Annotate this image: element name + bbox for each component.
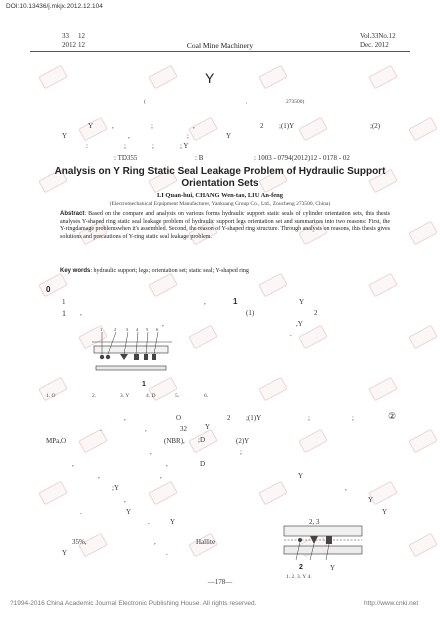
body-text-frag: D xyxy=(200,460,206,468)
cn-keywords-frag: ; xyxy=(152,142,154,150)
fig1-part-number: 2 xyxy=(114,327,117,332)
watermark-stamp xyxy=(38,481,68,506)
watermark-stamp xyxy=(368,377,398,402)
body-text-frag: , xyxy=(345,484,347,492)
body-text-frag: 2 xyxy=(227,414,231,422)
watermark-stamp xyxy=(368,65,398,90)
watermark-stamp xyxy=(38,273,68,298)
watermark-stamp xyxy=(258,481,288,506)
fig1-legend-item: 3. Y xyxy=(120,393,130,399)
cn-abstract-frag: , xyxy=(128,132,130,140)
fig1-guide xyxy=(152,354,156,360)
fig1-seal xyxy=(106,355,110,359)
header-volume-number: 33 xyxy=(62,32,69,40)
cn-abstract-frag: 2 xyxy=(260,122,264,130)
body-text-frag: ② xyxy=(388,411,397,421)
body-text-frag: , xyxy=(80,309,82,317)
header-rule xyxy=(30,51,410,52)
body-text-frag: ; xyxy=(352,414,354,422)
fig2-cylinder-wall xyxy=(284,526,362,536)
watermark-stamp xyxy=(408,533,438,558)
body-text-frag: Hallite xyxy=(196,538,216,546)
fig1-y-ring xyxy=(120,354,128,360)
watermark-stamp xyxy=(408,325,438,350)
body-text-frag: , xyxy=(160,472,162,480)
section-heading-number: 0 xyxy=(46,285,51,294)
figure-2-caption: 2 xyxy=(299,564,303,571)
figure-1-caption: 1 xyxy=(142,381,146,388)
body-text-frag: , xyxy=(145,425,147,433)
body-text-frag: . xyxy=(148,518,150,526)
body-text-frag: , xyxy=(166,460,168,468)
body-text-frag: , xyxy=(72,460,74,468)
header-issue-number-2: 12 xyxy=(78,41,85,49)
body-text-frag: ;Y xyxy=(112,484,119,492)
body-text-frag: Y xyxy=(170,518,176,526)
body-text-frag: ,Y xyxy=(296,320,303,328)
header-issue-number: 12 xyxy=(78,32,85,40)
body-text-frag: , xyxy=(124,496,126,504)
watermark-stamp xyxy=(368,273,398,298)
body-text-frag: , xyxy=(124,414,126,422)
body-text-frag: . xyxy=(100,425,102,433)
body-text-frag: Y xyxy=(126,508,132,516)
cn-keywords-frag: ; Y xyxy=(180,142,189,150)
body-text-frag: , xyxy=(150,448,152,456)
body-text-frag: ; xyxy=(308,414,310,422)
body-text-frag: O xyxy=(176,414,182,422)
cn-abstract-frag: ;(1)Y xyxy=(279,122,295,130)
cn-author-frag: ( xyxy=(144,99,146,105)
body-text-frag: . xyxy=(166,549,168,557)
fig1-legend-item: 5. xyxy=(175,393,180,399)
cn-title-fragment: Y xyxy=(205,70,215,86)
watermark-stamp xyxy=(408,429,438,454)
watermark-stamp xyxy=(38,65,68,90)
fig1-part-number: 4 xyxy=(136,327,139,332)
body-text-frag: Y xyxy=(368,496,374,504)
header-volume-en: Vol.33No.12 xyxy=(360,32,396,40)
watermark-stamp xyxy=(188,325,218,350)
body-text-frag: (1) xyxy=(246,309,255,317)
cn-abstract-frag: ; xyxy=(151,122,153,130)
figure-1-diagram xyxy=(88,326,174,376)
fig1-part-number: 1 xyxy=(100,327,103,332)
body-text-frag: Y xyxy=(62,549,68,557)
fig1-o-ring xyxy=(100,355,104,359)
fig2-o-ring xyxy=(298,538,302,542)
body-text-frag: 1 xyxy=(62,298,66,306)
watermark-stamp xyxy=(408,221,438,246)
cn-postcode: 273500) xyxy=(286,99,305,105)
classification-number: : TD355 xyxy=(114,154,138,162)
body-text-frag: 1 xyxy=(233,297,238,306)
body-text-frag: Y xyxy=(299,298,305,306)
watermark-stamp xyxy=(298,117,328,142)
watermark-stamp xyxy=(78,429,108,454)
abstract-label: Abstract xyxy=(60,211,85,217)
watermark-stamp xyxy=(408,117,438,142)
fig1-bore-body xyxy=(94,346,168,353)
watermark-stamp xyxy=(258,377,288,402)
fig2-legend: 1. 2. 3. Y 4. xyxy=(286,574,312,580)
cn-keywords-frag: ; xyxy=(124,142,126,150)
header-date-en: Dec. 2012 xyxy=(360,41,389,49)
fig1-retainer xyxy=(144,354,148,360)
document-code: : B xyxy=(195,154,204,162)
keywords-text: : hydraulic support; legs; orientation set; static seal; Y-shaped ring xyxy=(90,268,249,274)
fig1-legend-item: 4. D xyxy=(146,393,156,399)
fig2-backup-ring xyxy=(326,536,332,544)
header-journal-name: Coal Mine Machinery xyxy=(186,41,254,50)
copyright-line: ?1994-2016 China Academic Journal Electronic Publishing House. All rights reserved. xyxy=(10,600,257,607)
keywords-label: Key words xyxy=(60,268,91,274)
fig1-piston-rod xyxy=(96,366,166,370)
watermark-stamp xyxy=(148,481,178,506)
keywords-en xyxy=(60,268,390,276)
article-affiliation: (Electromechanical Equipment Manufacturer, Yankuang Group Co., Ltd., Zoucheng 273500, China) xyxy=(109,201,331,207)
fig1-part-numbers xyxy=(100,327,159,332)
fig1-d-ring xyxy=(134,354,139,360)
cn-abstract-frag: Y xyxy=(226,132,232,140)
fig1-part-number: 5 xyxy=(146,327,149,332)
body-text-frag: Y xyxy=(298,472,304,480)
cn-abstract-frag: ; xyxy=(187,132,189,140)
body-text-frag: ;(1)Y xyxy=(246,414,262,422)
watermark-stamp xyxy=(298,429,328,454)
fig1-legend-item: 2. xyxy=(92,393,97,399)
body-text-frag: MPa,O xyxy=(46,437,67,445)
body-text-frag: . xyxy=(290,330,292,338)
cn-abstract-frag: Y xyxy=(88,122,94,130)
body-text-frag: 2 xyxy=(314,309,318,317)
publisher-url: http://www.cnki.net xyxy=(364,600,419,607)
fig1-seals xyxy=(100,354,156,360)
body-text-frag: (NBR), xyxy=(164,437,185,445)
watermark-stamp xyxy=(148,65,178,90)
watermark-stamp xyxy=(148,273,178,298)
body-text-frag: , xyxy=(204,298,206,306)
body-text-frag: . xyxy=(80,508,82,516)
fig2-part-label: 2, 3 xyxy=(309,518,320,526)
body-text-frag: ;D xyxy=(198,436,205,444)
cn-abstract-frag: Y xyxy=(62,132,68,140)
body-text-frag: , xyxy=(154,538,156,546)
body-text-frag: 35%, xyxy=(72,538,87,546)
body-text-frag: 32 xyxy=(180,425,187,433)
fig1-legend-item: 6. xyxy=(204,393,209,399)
abstract-en xyxy=(60,211,390,241)
abstract-text: : Based on the compare and analysis on various forms hydraulic support static seals of cylinder orientation sets, this thesis analyses Y-shaped ring static seal leakage problem of hydraulic support legs orientation set and summarizes into two reasons: First, the Y-ringdamage problemswhen it's assembled. Second, the reason of Y-shaped ring structure. Through analysis on reasons, this thesis gives solutions and precautions of Y-ring static seal leakage problem. xyxy=(60,211,390,240)
fig2-guide-sleeve xyxy=(284,546,362,554)
body-text-frag: , xyxy=(98,472,100,480)
watermark-stamp xyxy=(258,65,288,90)
figure-2-diagram xyxy=(280,522,366,562)
body-text-frag: Y xyxy=(205,423,211,431)
cn-abstract-frag: , xyxy=(193,122,195,130)
body-text-frag: Y xyxy=(382,508,388,516)
watermark-stamp xyxy=(258,273,288,298)
article-authors: LI Quan-hui, CHANG Wen-tao, LIU An-feng xyxy=(156,192,284,199)
cn-abstract-frag: , xyxy=(112,122,114,130)
article-number: : 1003 - 0794(2012)12 - 0178 - 02 xyxy=(254,154,350,162)
article-title-en: Analysis on Y Ring Static Seal Leakage Problem of Hydraulic Support Orientation Sets xyxy=(54,166,386,189)
fig1-part-number: 6 xyxy=(156,327,159,332)
cn-keywords-frag: : xyxy=(86,142,88,150)
header-year: 2012 xyxy=(62,41,76,49)
fig1-legend-item: 1. O xyxy=(46,393,56,399)
figure-2-caption-y: Y xyxy=(330,564,336,572)
fig1-part-number: 3 xyxy=(126,327,129,332)
doi-line: DOI:10.13436/j.mkjx.2012.12.104 xyxy=(6,3,103,10)
body-text-frag: (2)Y xyxy=(236,437,250,445)
page-number: —178— xyxy=(207,578,233,586)
body-text-frag: , xyxy=(162,320,164,328)
body-text-frag: 1 xyxy=(62,309,66,318)
cn-abstract-frag: ;(2) xyxy=(370,122,381,130)
cn-author-frag: , xyxy=(246,99,248,105)
body-text-frag: ; xyxy=(240,448,242,456)
